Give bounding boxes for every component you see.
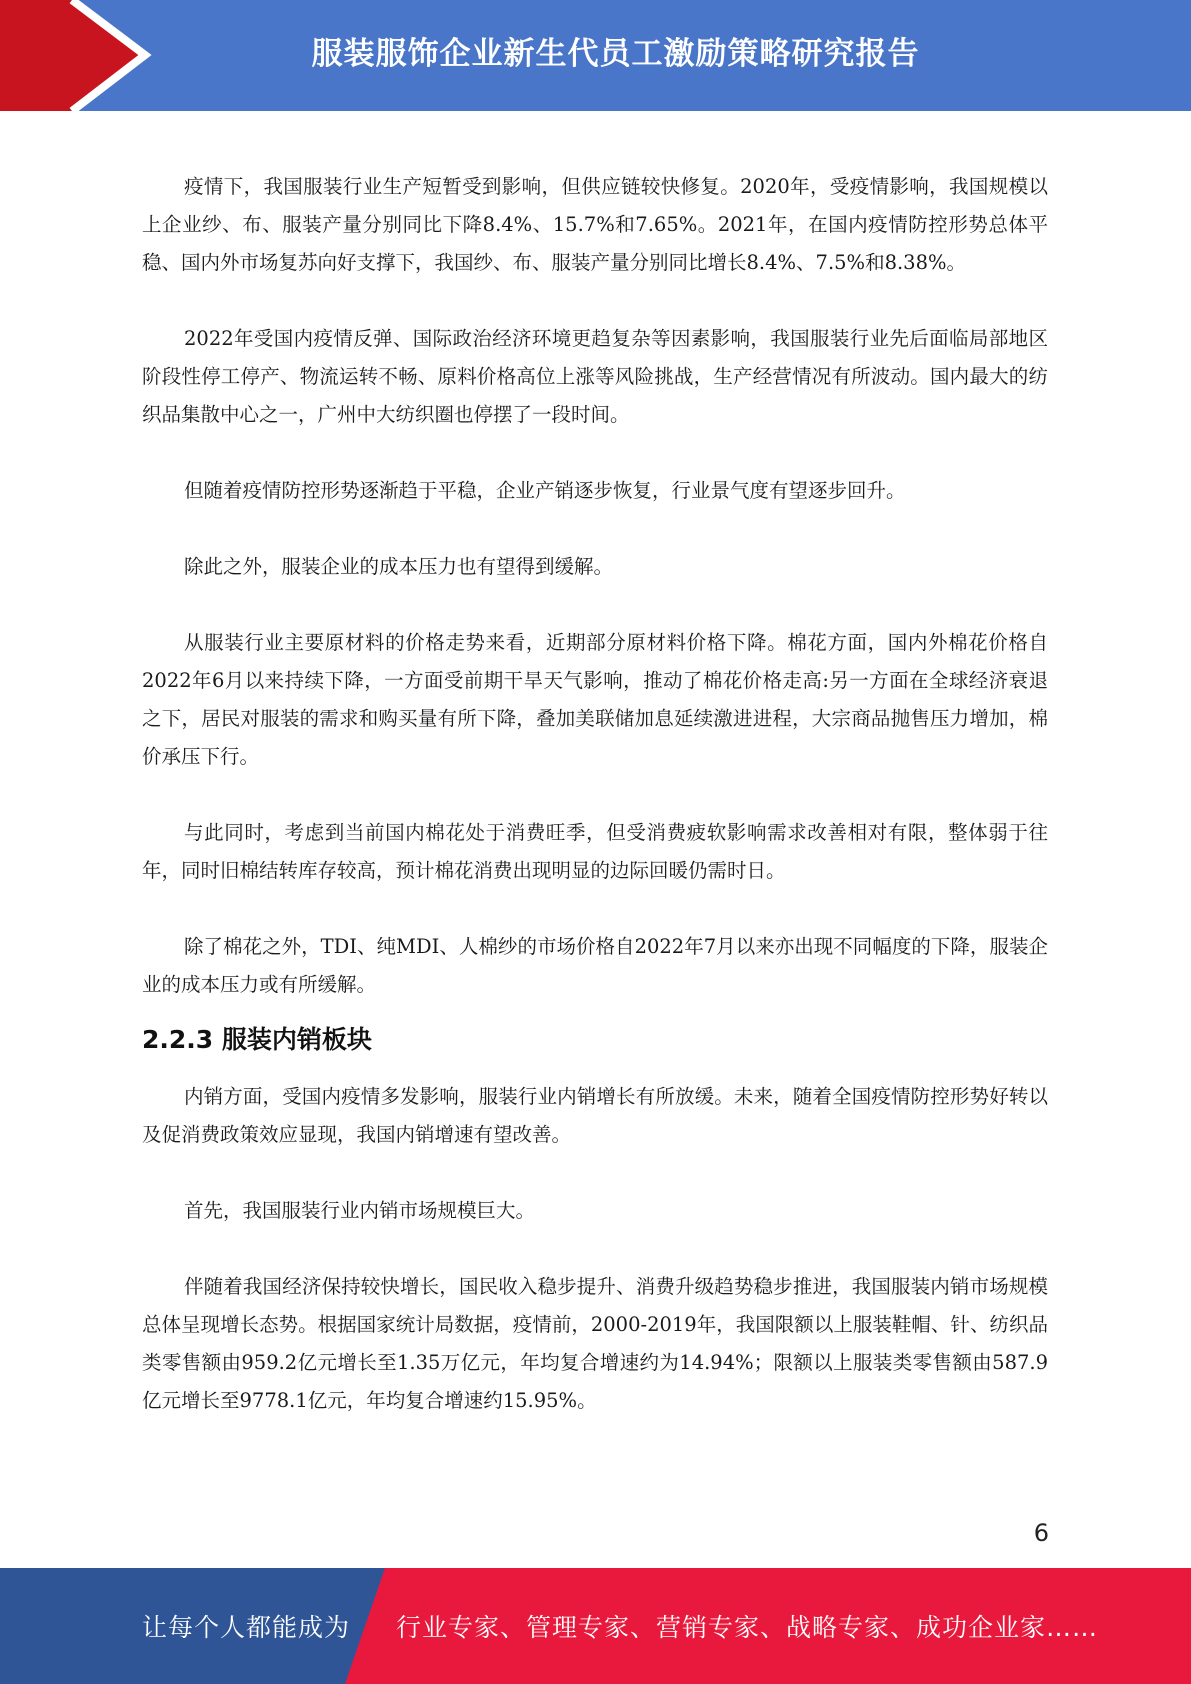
- paragraph: 疫情下，我国服装行业生产短暂受到影响，但供应链较快修复。2020年，受疫情影响，我国规模以上企业纱、布、服装产量分别同比下降8.4%、15.7%和7.65%。2021年，在国内疫情防控形势总体平稳、国内外市场复苏向好支撑下，我国纱、布、服装产量分别同比增长8.4%、7.5%和8.38%。: [142, 175, 1048, 274]
- paragraph: 除了棉花之外，TDI、纯MDI、人棉纱的市场价格自2022年7月以来亦出现不同幅度的下降，服装企业的成本压力或有所缓解。: [142, 935, 1048, 996]
- paragraph: 与此同时，考虑到当前国内棉花处于消费旺季，但受消费疲软影响需求改善相对有限，整体弱于往年，同时旧棉结转库存较高，预计棉花消费出现明显的边际回暖仍需时日。: [142, 821, 1048, 882]
- footer-slogan-left: 让每个人都能成为: [142, 1613, 351, 1642]
- paragraph: 从服装行业主要原材料的价格走势来看，近期部分原材料价格下降。棉花方面，国内外棉花价格自2022年6月以来持续下降，一方面受前期干旱天气影响，推动了棉花价格走高:另一方面在全球经济衰退之下，居民对服装的需求和购买量有所下降，叠加美联储加息延续激进进程，大宗商品抛售压力增加，棉价承压下行。: [142, 631, 1048, 768]
- paragraph: 除此之外，服装企业的成本压力也有望得到缓解。: [184, 555, 614, 578]
- paragraph: 但随着疫情防控形势逐渐趋于平稳，企业产销逐步恢复，行业景气度有望逐步回升。: [184, 479, 906, 502]
- report-title: 服装服饰企业新生代员工激励策略研究报告: [311, 35, 920, 72]
- section-heading: 2.2.3 服装内销板块: [142, 1025, 372, 1054]
- footer-slogan-right: 行业专家、管理专家、营销专家、战略专家、成功企业家……: [396, 1613, 1099, 1642]
- paragraph: 伴随着我国经济保持较快增长，国民收入稳步提升、消费升级趋势稳步推进，我国服装内销市场规模总体呈现增长态势。根据国家统计局数据，疫情前，2000-2019年，我国限额以上服装鞋帽、针、纺织品类零售额由959.2亿元增长至1.35万亿元，年均复合增速约为14.94%；限额以上服装类零售额由587.9亿元增长至9778.1亿元，年均复合增速约15.95%。: [142, 1275, 1048, 1412]
- paragraph: 2022年受国内疫情反弹、国际政治经济环境更趋复杂等因素影响，我国服装行业先后面临局部地区阶段性停工停产、物流运转不畅、原料价格高位上涨等风险挑战，生产经营情况有所波动。国内最大的纺织品集散中心之一，广州中大纺织圈也停摆了一段时间。: [142, 327, 1048, 426]
- page-header: [0, 0, 1191, 111]
- paragraph: 内销方面，受国内疫情多发影响，服装行业内销增长有所放缓。未来，随着全国疫情防控形势好转以及促消费政策效应显现，我国内销增速有望改善。: [142, 1085, 1048, 1146]
- document-body: [142, 168, 1048, 1420]
- page-number: 6: [1033, 1519, 1049, 1547]
- paragraph: 首先，我国服装行业内销市场规模巨大。: [184, 1199, 536, 1222]
- page-footer: [0, 1568, 1191, 1684]
